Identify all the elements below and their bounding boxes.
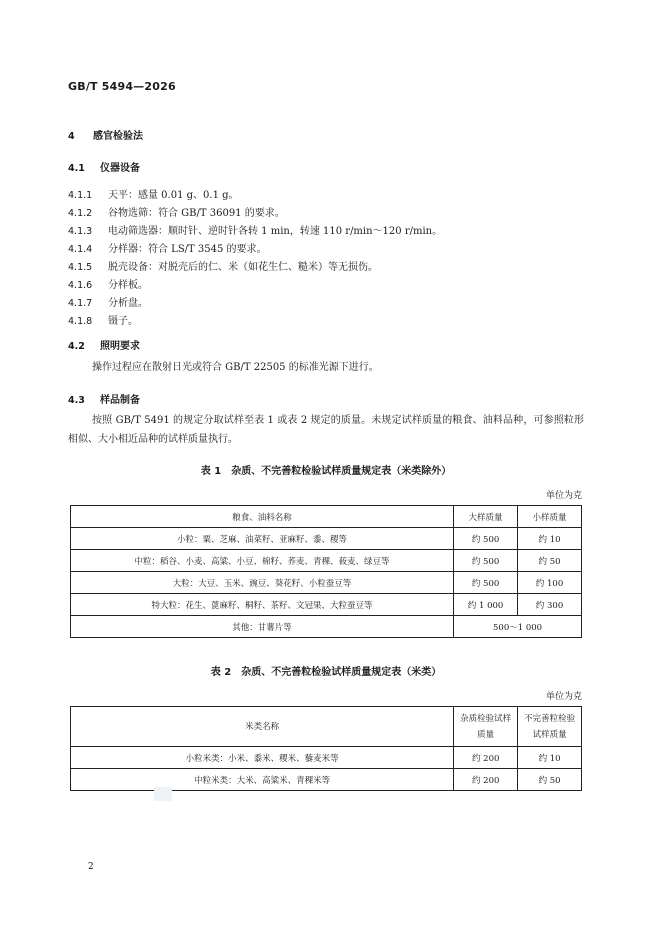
header-cell: 小样质量	[518, 506, 582, 528]
cell-large-sample: 约 500	[454, 528, 518, 550]
cell-name: 小粒：粟、芝麻、油菜籽、亚麻籽、黍、稷等	[71, 528, 454, 550]
section-number: 4	[68, 131, 75, 142]
cell-name: 小粒米类：小米、黍米、稷米、藜麦米等	[71, 747, 454, 769]
item-4-1-6	[68, 276, 148, 291]
cell-name: 中粒米类：大米、高粱米、青稞米等	[71, 769, 454, 791]
item-number: 4.1.1	[68, 190, 93, 201]
table-2-caption: 表 2 杂质、不完善粒检验试样质量规定表（米类）	[210, 667, 442, 678]
cell-large-sample: 约 1 000	[454, 594, 518, 616]
document-header-id: GB/T 5494—2026	[68, 80, 176, 93]
cell-small-sample: 约 300	[518, 594, 582, 616]
header-cell: 不完善粒检验试样质量	[518, 707, 582, 747]
cell-large-sample: 约 500	[454, 550, 518, 572]
header-cell: 大样质量	[454, 506, 518, 528]
item-4-1-8	[68, 312, 138, 327]
item-4-1-2	[68, 204, 285, 219]
section-4-1-heading	[68, 159, 140, 174]
item-text: 分样器：符合 LS/T 3545 的要求。	[108, 244, 267, 255]
section-title: 照明要求	[100, 341, 140, 352]
table-row	[71, 572, 582, 594]
table-1	[70, 505, 582, 638]
table-header-row	[71, 506, 582, 528]
section-4-2-paragraph: 操作过程应在散射日光或符合 GB/T 22505 的标准光源下进行。	[92, 362, 379, 373]
header-cell: 米类名称	[71, 707, 454, 747]
table-row	[71, 616, 582, 638]
item-number: 4.1.7	[68, 298, 93, 309]
cell-large-sample: 约 500	[454, 572, 518, 594]
item-number: 4.1.2	[68, 208, 93, 219]
cell-imperfect-sample: 约 10	[518, 747, 582, 769]
cell-small-sample: 约 100	[518, 572, 582, 594]
item-4-1-3	[68, 222, 442, 237]
item-text: 天平：感量 0.01 g、0.1 g。	[108, 190, 239, 201]
section-4-3-paragraph: 按照 GB/T 5491 的规定分取试样至表 1 或表 2 规定的质量。未规定试样质量的粮食、油料品种，可参照粒形相似、大小相近品种的试样质量执行。	[68, 415, 584, 445]
section-4-heading	[68, 127, 143, 142]
section-4-2-heading	[68, 337, 140, 352]
table-row	[71, 769, 582, 791]
table-2	[70, 706, 582, 791]
item-text: 电动筛选器：顺时针、逆时针各转 1 min，转速 110 r/min～120 r/min。	[108, 226, 443, 237]
section-number: 4.3	[68, 395, 85, 406]
item-text: 谷物选筛：符合 GB/T 36091 的要求。	[108, 208, 285, 219]
cell-merged-value: 500～1 000	[454, 616, 582, 638]
item-4-1-5	[68, 258, 378, 273]
cell-impurity-sample: 约 200	[454, 747, 518, 769]
table-row	[71, 594, 582, 616]
section-4-3-heading	[68, 391, 140, 406]
table-row	[71, 747, 582, 769]
item-4-1-1	[68, 186, 239, 201]
item-number: 4.1.3	[68, 226, 93, 237]
table-1-caption: 表 1 杂质、不完善粒检验试样质量规定表（米类除外）	[200, 466, 452, 477]
item-4-1-4	[68, 240, 267, 255]
item-number: 4.1.8	[68, 316, 93, 327]
cell-small-sample: 约 50	[518, 550, 582, 572]
section-title: 样品制备	[100, 395, 140, 406]
item-4-1-7	[68, 294, 148, 309]
section-number: 4.2	[68, 341, 85, 352]
cell-small-sample: 约 10	[518, 528, 582, 550]
item-number: 4.1.5	[68, 262, 93, 273]
section-number: 4.1	[68, 163, 85, 174]
cell-name: 其他：甘薯片等	[71, 616, 454, 638]
cell-name: 大粒：大豆、玉米、豌豆、葵花籽、小粒蚕豆等	[71, 572, 454, 594]
table-header-row	[71, 707, 582, 747]
section-title: 仪器设备	[100, 163, 140, 174]
cell-name: 特大粒：花生、蓖麻籽、桐籽、茶籽、文冠果、大粒蚕豆等	[71, 594, 454, 616]
item-text: 分析盘。	[108, 298, 148, 309]
table-2-unit: 单位为克	[545, 692, 582, 702]
section-title: 感官检验法	[93, 131, 143, 142]
header-cell: 粮食、油料名称	[71, 506, 454, 528]
table-row	[71, 528, 582, 550]
table-1-unit: 单位为克	[545, 491, 582, 501]
cell-name: 中粒：稻谷、小麦、高粱、小豆、棉籽、荞麦、青稞、莜麦、绿豆等	[71, 550, 454, 572]
cell-impurity-sample: 约 200	[454, 769, 518, 791]
page-number: 2	[88, 862, 94, 872]
item-text: 镊子。	[108, 316, 138, 327]
item-number: 4.1.6	[68, 280, 93, 291]
item-text: 分样板。	[108, 280, 148, 291]
faint-mark	[154, 787, 172, 801]
table-row	[71, 550, 582, 572]
cell-imperfect-sample: 约 50	[518, 769, 582, 791]
header-cell: 杂质检验试样质量	[454, 707, 518, 747]
item-number: 4.1.4	[68, 244, 93, 255]
item-text: 脱壳设备：对脱壳后的仁、米（如花生仁、糙米）等无损伤。	[108, 262, 378, 273]
